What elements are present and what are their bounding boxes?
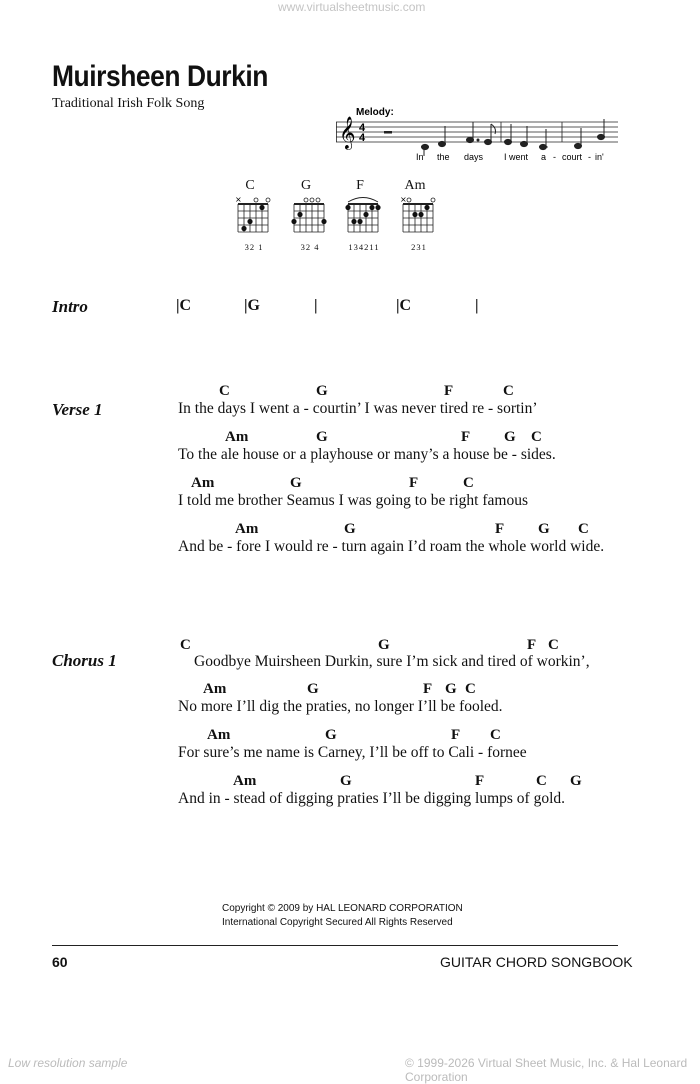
note <box>439 141 446 146</box>
chord-symbol: F <box>461 429 471 445</box>
chord-diagram-name: Am <box>404 178 426 193</box>
chord-symbol: C <box>465 681 476 697</box>
chord-fingering: 32 1 <box>244 242 264 252</box>
page-number: 60 <box>52 954 68 970</box>
chord-symbol: C <box>463 475 474 491</box>
chord-diagram-name: G <box>300 178 312 193</box>
note <box>505 139 512 144</box>
chord-symbol: G <box>504 429 516 445</box>
chord-symbol: G <box>307 681 319 697</box>
melody-lyric: a <box>541 152 547 162</box>
chord-symbol: C <box>180 637 191 653</box>
melody-staff <box>336 104 618 166</box>
svg-text:×: × <box>400 195 407 204</box>
copyright-line: Copyright © 2009 by HAL LEONARD CORPORATION <box>222 903 463 914</box>
chord-symbol: G <box>344 521 356 537</box>
chord-symbol: G <box>445 681 457 697</box>
melody-label: Melody: <box>356 107 394 118</box>
chord-symbol: C <box>578 521 589 537</box>
lyric-line: To the ale house or a playhouse or many’s a house be - sides. <box>178 446 556 463</box>
chord-symbol: C <box>536 773 547 789</box>
lyric-line: Goodbye Muirsheen Durkin, sure I’m sick and tired of workin’, <box>194 653 590 670</box>
half-rest-icon <box>384 131 392 134</box>
chord-symbol: C <box>548 637 559 653</box>
treble-clef-icon: 𝄞 <box>339 116 356 149</box>
chord-symbol: G <box>325 727 337 743</box>
chord-symbol: F <box>423 681 433 697</box>
copyright-notice <box>222 902 463 930</box>
melody-lyric: - <box>553 152 556 162</box>
chord-fingering: 231 <box>411 242 427 252</box>
melody-lyric: the <box>437 152 450 162</box>
chord-symbol: Am <box>225 429 249 445</box>
svg-text:×: × <box>235 195 242 204</box>
intro-bar: | <box>475 297 479 314</box>
section-label-chorus1: Chorus 1 <box>52 651 117 670</box>
chord-symbol: C <box>531 429 542 445</box>
chord-symbol: G <box>538 521 550 537</box>
intro-bar: |G <box>244 297 260 314</box>
chord-symbol: G <box>316 383 328 399</box>
intro-bar: |C <box>396 297 412 314</box>
section-label-intro: Intro <box>52 297 88 316</box>
note <box>485 139 492 144</box>
site-copyright: © 1999-2026 Virtual Sheet Music, Inc. & Hal Leonard Corporation <box>405 1056 688 1084</box>
chord-symbol: Am <box>235 521 259 537</box>
intro-bar: | <box>314 297 318 314</box>
chord-diagram-c <box>232 178 276 252</box>
chord-diagram-name: F <box>356 178 364 193</box>
footer-divider <box>52 945 618 946</box>
song-title: Muirsheen Durkin <box>52 60 268 93</box>
melody-lyric: I went <box>504 152 529 162</box>
section-label-verse1: Verse 1 <box>52 400 103 419</box>
chord-symbol: Am <box>207 727 231 743</box>
chord-symbol: C <box>219 383 230 399</box>
time-sig-top: 4 <box>359 122 366 134</box>
melody-lyric: in' <box>595 152 604 162</box>
melody-lyric: - <box>588 152 591 162</box>
melody-lyric: In <box>416 152 424 162</box>
chord-diagram-g <box>288 178 332 252</box>
chord-symbol: Am <box>233 773 257 789</box>
time-sig-bottom: 4 <box>359 132 366 144</box>
lyric-line: And in - stead of digging praties I’ll be digging lumps of gold. <box>178 790 566 807</box>
chord-symbol: G <box>316 429 328 445</box>
note <box>521 141 528 146</box>
lyric-line: I told me brother Seamus I was going to be right famous <box>178 492 528 509</box>
chord-symbol: C <box>490 727 501 743</box>
low-res-notice: Low resolution sample <box>8 1056 128 1070</box>
chord-symbol: F <box>495 521 505 537</box>
chord-symbol: F <box>527 637 537 653</box>
copyright-line: International Copyright Secured All Rights Reserved <box>222 917 453 928</box>
chord-symbol: F <box>409 475 419 491</box>
chord-symbol: Am <box>191 475 215 491</box>
chord-symbol: G <box>570 773 582 789</box>
chord-fingering: 134211 <box>348 242 380 252</box>
fretboard-grid <box>342 194 386 242</box>
lyric-line: No more I’ll dig the praties, no longer I’ll be fooled. <box>178 698 503 715</box>
lyric-line: In the days I went a - courtin’ I was never tired re - sortin’ <box>178 400 538 417</box>
chord-diagram-am <box>397 178 441 252</box>
lyric-line: And be - fore I would re - turn again I’d roam the whole world wide. <box>178 538 605 555</box>
song-subtitle: Traditional Irish Folk Song <box>52 96 205 111</box>
chord-symbol: Am <box>203 681 227 697</box>
chord-diagram-f <box>342 178 386 252</box>
melody-lyric: court <box>562 152 583 162</box>
intro-bar: |C <box>176 297 192 314</box>
chord-symbol: G <box>340 773 352 789</box>
chord-symbol: F <box>444 383 454 399</box>
fretboard-grid <box>232 194 276 242</box>
chord-symbol: C <box>503 383 514 399</box>
fretboard-grid <box>397 194 441 242</box>
note <box>467 137 474 142</box>
note <box>598 134 605 139</box>
chord-symbol: G <box>290 475 302 491</box>
chord-symbol: F <box>475 773 485 789</box>
note <box>575 143 582 148</box>
melody-snippet <box>336 104 618 166</box>
chord-diagram-name: C <box>245 178 255 193</box>
watermark-url: www.virtualsheetmusic.com <box>278 0 426 14</box>
fretboard-grid <box>288 194 332 242</box>
barre-icon <box>348 198 378 203</box>
melody-lyric: days <box>464 152 484 162</box>
chord-symbol: F <box>451 727 461 743</box>
lyric-line: For sure’s me name is Carney, I’ll be off to Cali - fornee <box>178 744 527 761</box>
chord-symbol: G <box>378 637 390 653</box>
chord-fingering: 32 4 <box>300 242 320 252</box>
book-name: GUITAR CHORD SONGBOOK <box>440 954 633 970</box>
